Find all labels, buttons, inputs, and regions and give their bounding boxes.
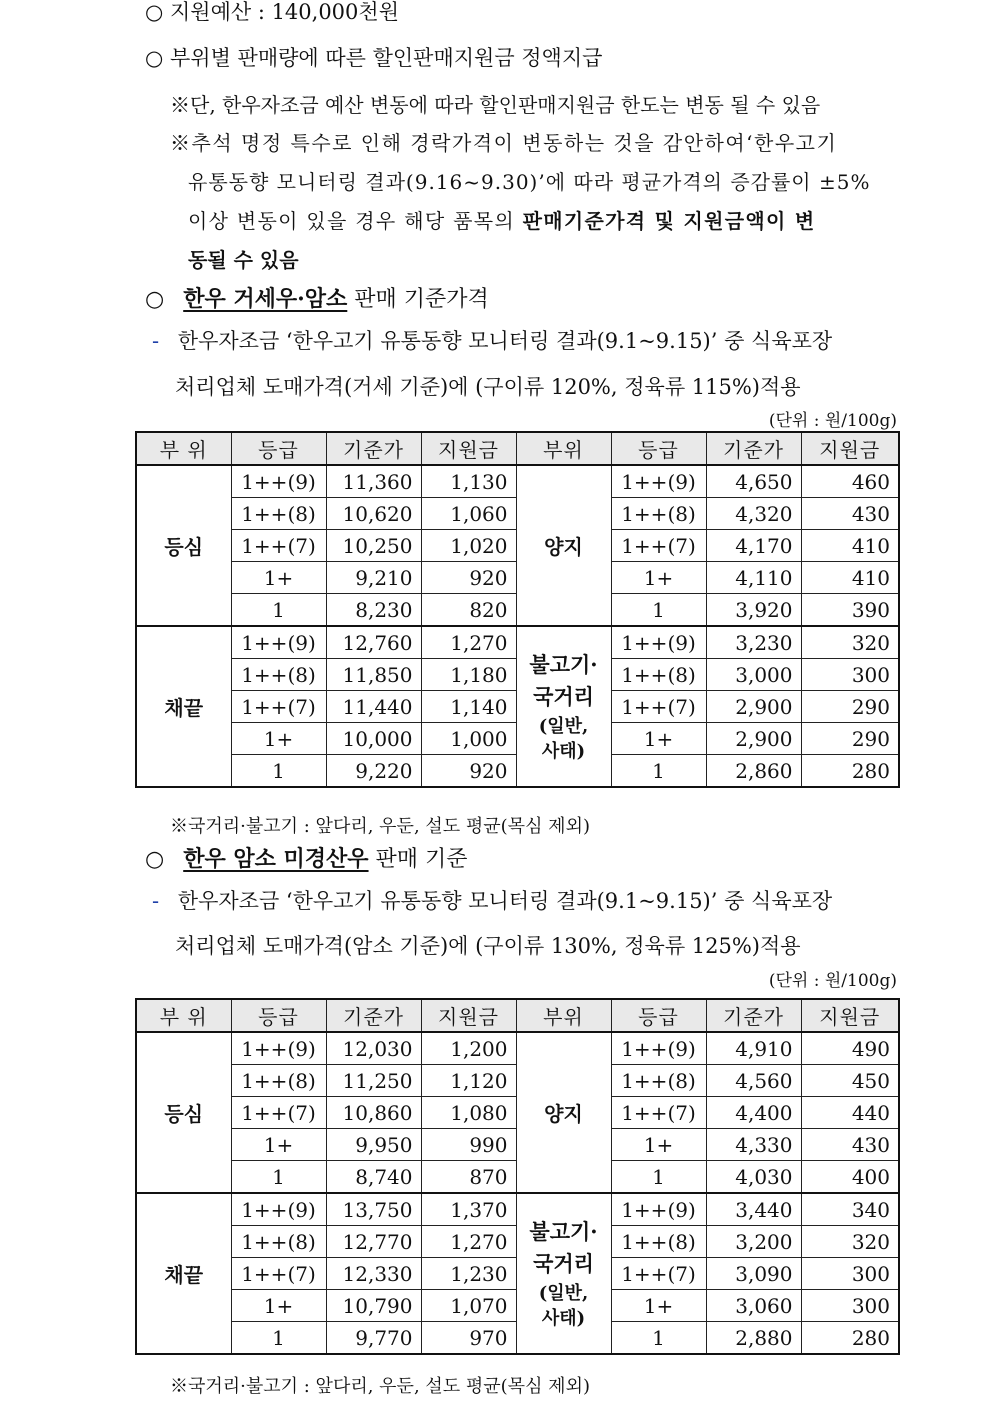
part-deungsim: 등심	[136, 465, 231, 626]
subsidy-cell: 1,370	[421, 1193, 516, 1226]
base-price-cell: 4,030	[706, 1161, 801, 1194]
grade-cell: 1+	[611, 1290, 706, 1322]
section2-desc2: 처리업체 도매가격(암소 기준)에 (구이류 130%, 정육류 125%)적용	[175, 934, 801, 958]
table-row	[136, 1032, 899, 1065]
grade-cell: 1+	[231, 1290, 326, 1322]
table-row	[136, 626, 899, 659]
part-deungsim: 등심	[136, 1032, 231, 1193]
section1-price-table	[135, 431, 900, 788]
subsidy-cell: 430	[801, 498, 899, 530]
grade-cell: 1++(9)	[231, 465, 326, 498]
subsidy-cell: 1,000	[421, 723, 516, 755]
part-bulgogi-gukgeori	[516, 626, 611, 787]
budget-change-note: ※단, 한우자조금 예산 변동에 따라 할인판매지원금 한도는 변동 될 수 있음	[170, 93, 821, 117]
column-header: 지원금	[421, 432, 516, 465]
grade-cell: 1++(8)	[611, 1065, 706, 1097]
grade-cell: 1++(8)	[231, 1226, 326, 1258]
base-price-cell: 3,060	[706, 1290, 801, 1322]
grade-cell: 1+	[611, 1129, 706, 1161]
grade-cell: 1+	[231, 723, 326, 755]
section2-footnote: ※국거리·불고기 : 앞다리, 우둔, 설도 평균(목심 제외)	[170, 1376, 590, 1397]
column-header: 등급	[231, 999, 326, 1032]
grade-cell: 1++(9)	[611, 1032, 706, 1065]
grade-cell: 1++(9)	[231, 1032, 326, 1065]
grade-cell: 1++(9)	[611, 465, 706, 498]
grade-cell: 1++(8)	[611, 659, 706, 691]
subsidy-cell: 410	[801, 562, 899, 594]
payment-method-line: ○ 부위별 판매량에 따른 할인판매지원금 정액지급	[145, 46, 603, 70]
grade-cell: 1++(9)	[611, 1193, 706, 1226]
base-price-cell: 3,200	[706, 1226, 801, 1258]
column-header: 부위	[516, 999, 611, 1032]
grade-cell: 1++(8)	[231, 1065, 326, 1097]
base-price-cell: 9,950	[326, 1129, 421, 1161]
column-header: 지원금	[801, 432, 899, 465]
section1-desc1	[152, 331, 832, 352]
column-header: 부 위	[136, 432, 231, 465]
subsidy-cell: 870	[421, 1161, 516, 1194]
grade-cell: 1++(7)	[611, 691, 706, 723]
section1-dash: -	[152, 329, 160, 353]
subsidy-cell: 440	[801, 1097, 899, 1129]
subsidy-cell: 400	[801, 1161, 899, 1194]
base-price-cell: 3,920	[706, 594, 801, 627]
part-bulgogi-line1: 불고기·	[529, 1218, 598, 1244]
table-row	[136, 465, 899, 498]
subsidy-cell: 1,270	[421, 1226, 516, 1258]
subsidy-cell: 920	[421, 755, 516, 788]
subsidy-cell: 300	[801, 659, 899, 691]
grade-cell: 1+	[611, 723, 706, 755]
grade-cell: 1++(7)	[231, 1097, 326, 1129]
grade-cell: 1++(8)	[231, 498, 326, 530]
subsidy-cell: 320	[801, 1226, 899, 1258]
subsidy-cell: 290	[801, 723, 899, 755]
part-chaekkeut: 채끝	[136, 1193, 231, 1354]
subsidy-cell: 460	[801, 465, 899, 498]
table-header-row	[136, 999, 899, 1032]
base-price-cell: 12,770	[326, 1226, 421, 1258]
grade-cell: 1++(7)	[231, 1258, 326, 1290]
chuseok-note-line3-plain: 이상 변동이 있을 경우 해당 품목의	[188, 209, 523, 233]
section1-desc1-text: 한우자조금 ‘한우고기 유통동향 모니터링 결과(9.1~9.15)’ 중 식육포장	[177, 329, 833, 353]
base-price-cell: 11,850	[326, 659, 421, 691]
grade-cell: 1++(7)	[231, 530, 326, 562]
subsidy-cell: 820	[421, 594, 516, 627]
subsidy-cell: 300	[801, 1290, 899, 1322]
section1-bullet: ○	[145, 287, 165, 312]
subsidy-cell: 490	[801, 1032, 899, 1065]
table-header-row	[136, 432, 899, 465]
base-price-cell: 2,860	[706, 755, 801, 788]
base-price-cell: 4,330	[706, 1129, 801, 1161]
base-price-cell: 4,320	[706, 498, 801, 530]
subsidy-cell: 320	[801, 626, 899, 659]
grade-cell: 1	[611, 755, 706, 788]
grade-cell: 1	[611, 594, 706, 627]
base-price-cell: 12,330	[326, 1258, 421, 1290]
base-price-cell: 11,250	[326, 1065, 421, 1097]
column-header: 부 위	[136, 999, 231, 1032]
chuseok-note-line4: 동될 수 있음	[188, 248, 299, 272]
grade-cell: 1+	[231, 1129, 326, 1161]
grade-cell: 1+	[231, 562, 326, 594]
section1-unit: (단위 : 원/100g)	[768, 411, 897, 431]
chuseok-note-line3	[188, 211, 815, 231]
subsidy-cell: 450	[801, 1065, 899, 1097]
grade-cell: 1++(9)	[231, 626, 326, 659]
base-price-cell: 2,900	[706, 723, 801, 755]
base-price-cell: 10,620	[326, 498, 421, 530]
column-header: 지원금	[421, 999, 516, 1032]
column-header: 기준가	[706, 432, 801, 465]
base-price-cell: 10,860	[326, 1097, 421, 1129]
base-price-cell: 3,000	[706, 659, 801, 691]
base-price-cell: 8,230	[326, 594, 421, 627]
column-header: 기준가	[326, 432, 421, 465]
grade-cell: 1++(7)	[611, 1097, 706, 1129]
section2-heading	[145, 848, 468, 871]
grade-cell: 1	[231, 1161, 326, 1194]
column-header: 등급	[611, 999, 706, 1032]
chuseok-note-line2: 유통동향 모니터링 결과(9.16~9.30)’에 따라 평균가격의 증감률이 ±5%	[188, 170, 871, 194]
part-bulgogi-line4: 사태)	[541, 1308, 586, 1330]
chuseok-note-line1: ※추석 명정 특수로 인해 경락가격이 변동하는 것을 감안하여‘한우고기	[170, 131, 838, 155]
section2-title-underlined: 한우 암소 미경산우	[183, 846, 369, 872]
base-price-cell: 4,560	[706, 1065, 801, 1097]
base-price-cell: 11,440	[326, 691, 421, 723]
subsidy-cell: 1,140	[421, 691, 516, 723]
column-header: 등급	[231, 432, 326, 465]
section2-bullet: ○	[145, 847, 165, 872]
grade-cell: 1++(8)	[611, 498, 706, 530]
base-price-cell: 10,000	[326, 723, 421, 755]
column-header: 부위	[516, 432, 611, 465]
subsidy-cell: 1,180	[421, 659, 516, 691]
grade-cell: 1++(9)	[611, 626, 706, 659]
base-price-cell: 9,220	[326, 755, 421, 788]
part-bulgogi-line1: 불고기·	[529, 651, 598, 677]
base-price-cell: 12,760	[326, 626, 421, 659]
section1-heading	[145, 288, 489, 311]
base-price-cell: 3,230	[706, 626, 801, 659]
part-bulgogi-gukgeori	[516, 1193, 611, 1354]
subsidy-cell: 280	[801, 755, 899, 788]
base-price-cell: 2,900	[706, 691, 801, 723]
base-price-cell: 4,650	[706, 465, 801, 498]
section2-desc1-text: 한우자조금 ‘한우고기 유통동향 모니터링 결과(9.1~9.15)’ 중 식육포장	[177, 889, 833, 913]
subsidy-cell: 410	[801, 530, 899, 562]
base-price-cell: 10,790	[326, 1290, 421, 1322]
subsidy-cell: 1,230	[421, 1258, 516, 1290]
base-price-cell: 8,740	[326, 1161, 421, 1194]
base-price-cell: 12,030	[326, 1032, 421, 1065]
subsidy-cell: 1,020	[421, 530, 516, 562]
base-price-cell: 4,170	[706, 530, 801, 562]
section1-desc2: 처리업체 도매가격(거세 기준)에 (구이류 120%, 정육류 115%)적용	[175, 375, 801, 399]
budget-line: ○ 지원예산 : 140,000천원	[145, 0, 399, 24]
part-yangji: 양지	[516, 1032, 611, 1193]
subsidy-cell: 390	[801, 594, 899, 627]
base-price-cell: 11,360	[326, 465, 421, 498]
base-price-cell: 3,090	[706, 1258, 801, 1290]
column-header: 지원금	[801, 999, 899, 1032]
base-price-cell: 13,750	[326, 1193, 421, 1226]
section2-desc1	[152, 891, 832, 912]
grade-cell: 1++(8)	[231, 659, 326, 691]
part-bulgogi-line2: 국거리	[533, 684, 594, 710]
part-chaekkeut: 채끝	[136, 626, 231, 787]
subsidy-cell: 1,200	[421, 1032, 516, 1065]
subsidy-cell: 430	[801, 1129, 899, 1161]
section2-price-table	[135, 998, 900, 1355]
base-price-cell: 2,880	[706, 1322, 801, 1355]
section2-dash: -	[152, 889, 160, 913]
section2-unit: (단위 : 원/100g)	[768, 971, 897, 991]
grade-cell: 1++(7)	[611, 1258, 706, 1290]
part-bulgogi-line2: 국거리	[533, 1251, 594, 1277]
grade-cell: 1++(9)	[231, 1193, 326, 1226]
section2-title-rest: 판매 기준	[368, 847, 468, 872]
subsidy-cell: 280	[801, 1322, 899, 1355]
base-price-cell: 4,110	[706, 562, 801, 594]
subsidy-cell: 1,070	[421, 1290, 516, 1322]
subsidy-cell: 340	[801, 1193, 899, 1226]
base-price-cell: 9,210	[326, 562, 421, 594]
grade-cell: 1	[231, 1322, 326, 1355]
base-price-cell: 3,440	[706, 1193, 801, 1226]
grade-cell: 1++(7)	[231, 691, 326, 723]
subsidy-cell: 1,060	[421, 498, 516, 530]
subsidy-cell: 970	[421, 1322, 516, 1355]
subsidy-cell: 920	[421, 562, 516, 594]
section1-title-rest: 판매 기준가격	[347, 287, 489, 312]
column-header: 기준가	[326, 999, 421, 1032]
column-header: 기준가	[706, 999, 801, 1032]
chuseok-note-line3-bold: 판매기준가격 및 지원금액이 변	[522, 209, 816, 233]
part-yangji: 양지	[516, 465, 611, 626]
subsidy-cell: 1,120	[421, 1065, 516, 1097]
part-bulgogi-line3: (일반,	[538, 1282, 589, 1304]
subsidy-cell: 300	[801, 1258, 899, 1290]
part-bulgogi-line3: (일반,	[538, 715, 589, 737]
part-bulgogi-line4: 사태)	[541, 741, 586, 763]
grade-cell: 1	[231, 755, 326, 788]
column-header: 등급	[611, 432, 706, 465]
section1-footnote: ※국거리·불고기 : 앞다리, 우둔, 설도 평균(목심 제외)	[170, 816, 590, 837]
base-price-cell: 4,400	[706, 1097, 801, 1129]
grade-cell: 1+	[611, 562, 706, 594]
grade-cell: 1++(7)	[611, 530, 706, 562]
grade-cell: 1	[611, 1322, 706, 1355]
grade-cell: 1	[231, 594, 326, 627]
base-price-cell: 4,910	[706, 1032, 801, 1065]
subsidy-cell: 990	[421, 1129, 516, 1161]
subsidy-cell: 1,130	[421, 465, 516, 498]
base-price-cell: 10,250	[326, 530, 421, 562]
section1-title-underlined: 한우 거세우·암소	[183, 286, 348, 312]
base-price-cell: 9,770	[326, 1322, 421, 1355]
grade-cell: 1	[611, 1161, 706, 1194]
subsidy-cell: 1,270	[421, 626, 516, 659]
subsidy-cell: 290	[801, 691, 899, 723]
subsidy-cell: 1,080	[421, 1097, 516, 1129]
grade-cell: 1++(8)	[611, 1226, 706, 1258]
table-row	[136, 1193, 899, 1226]
